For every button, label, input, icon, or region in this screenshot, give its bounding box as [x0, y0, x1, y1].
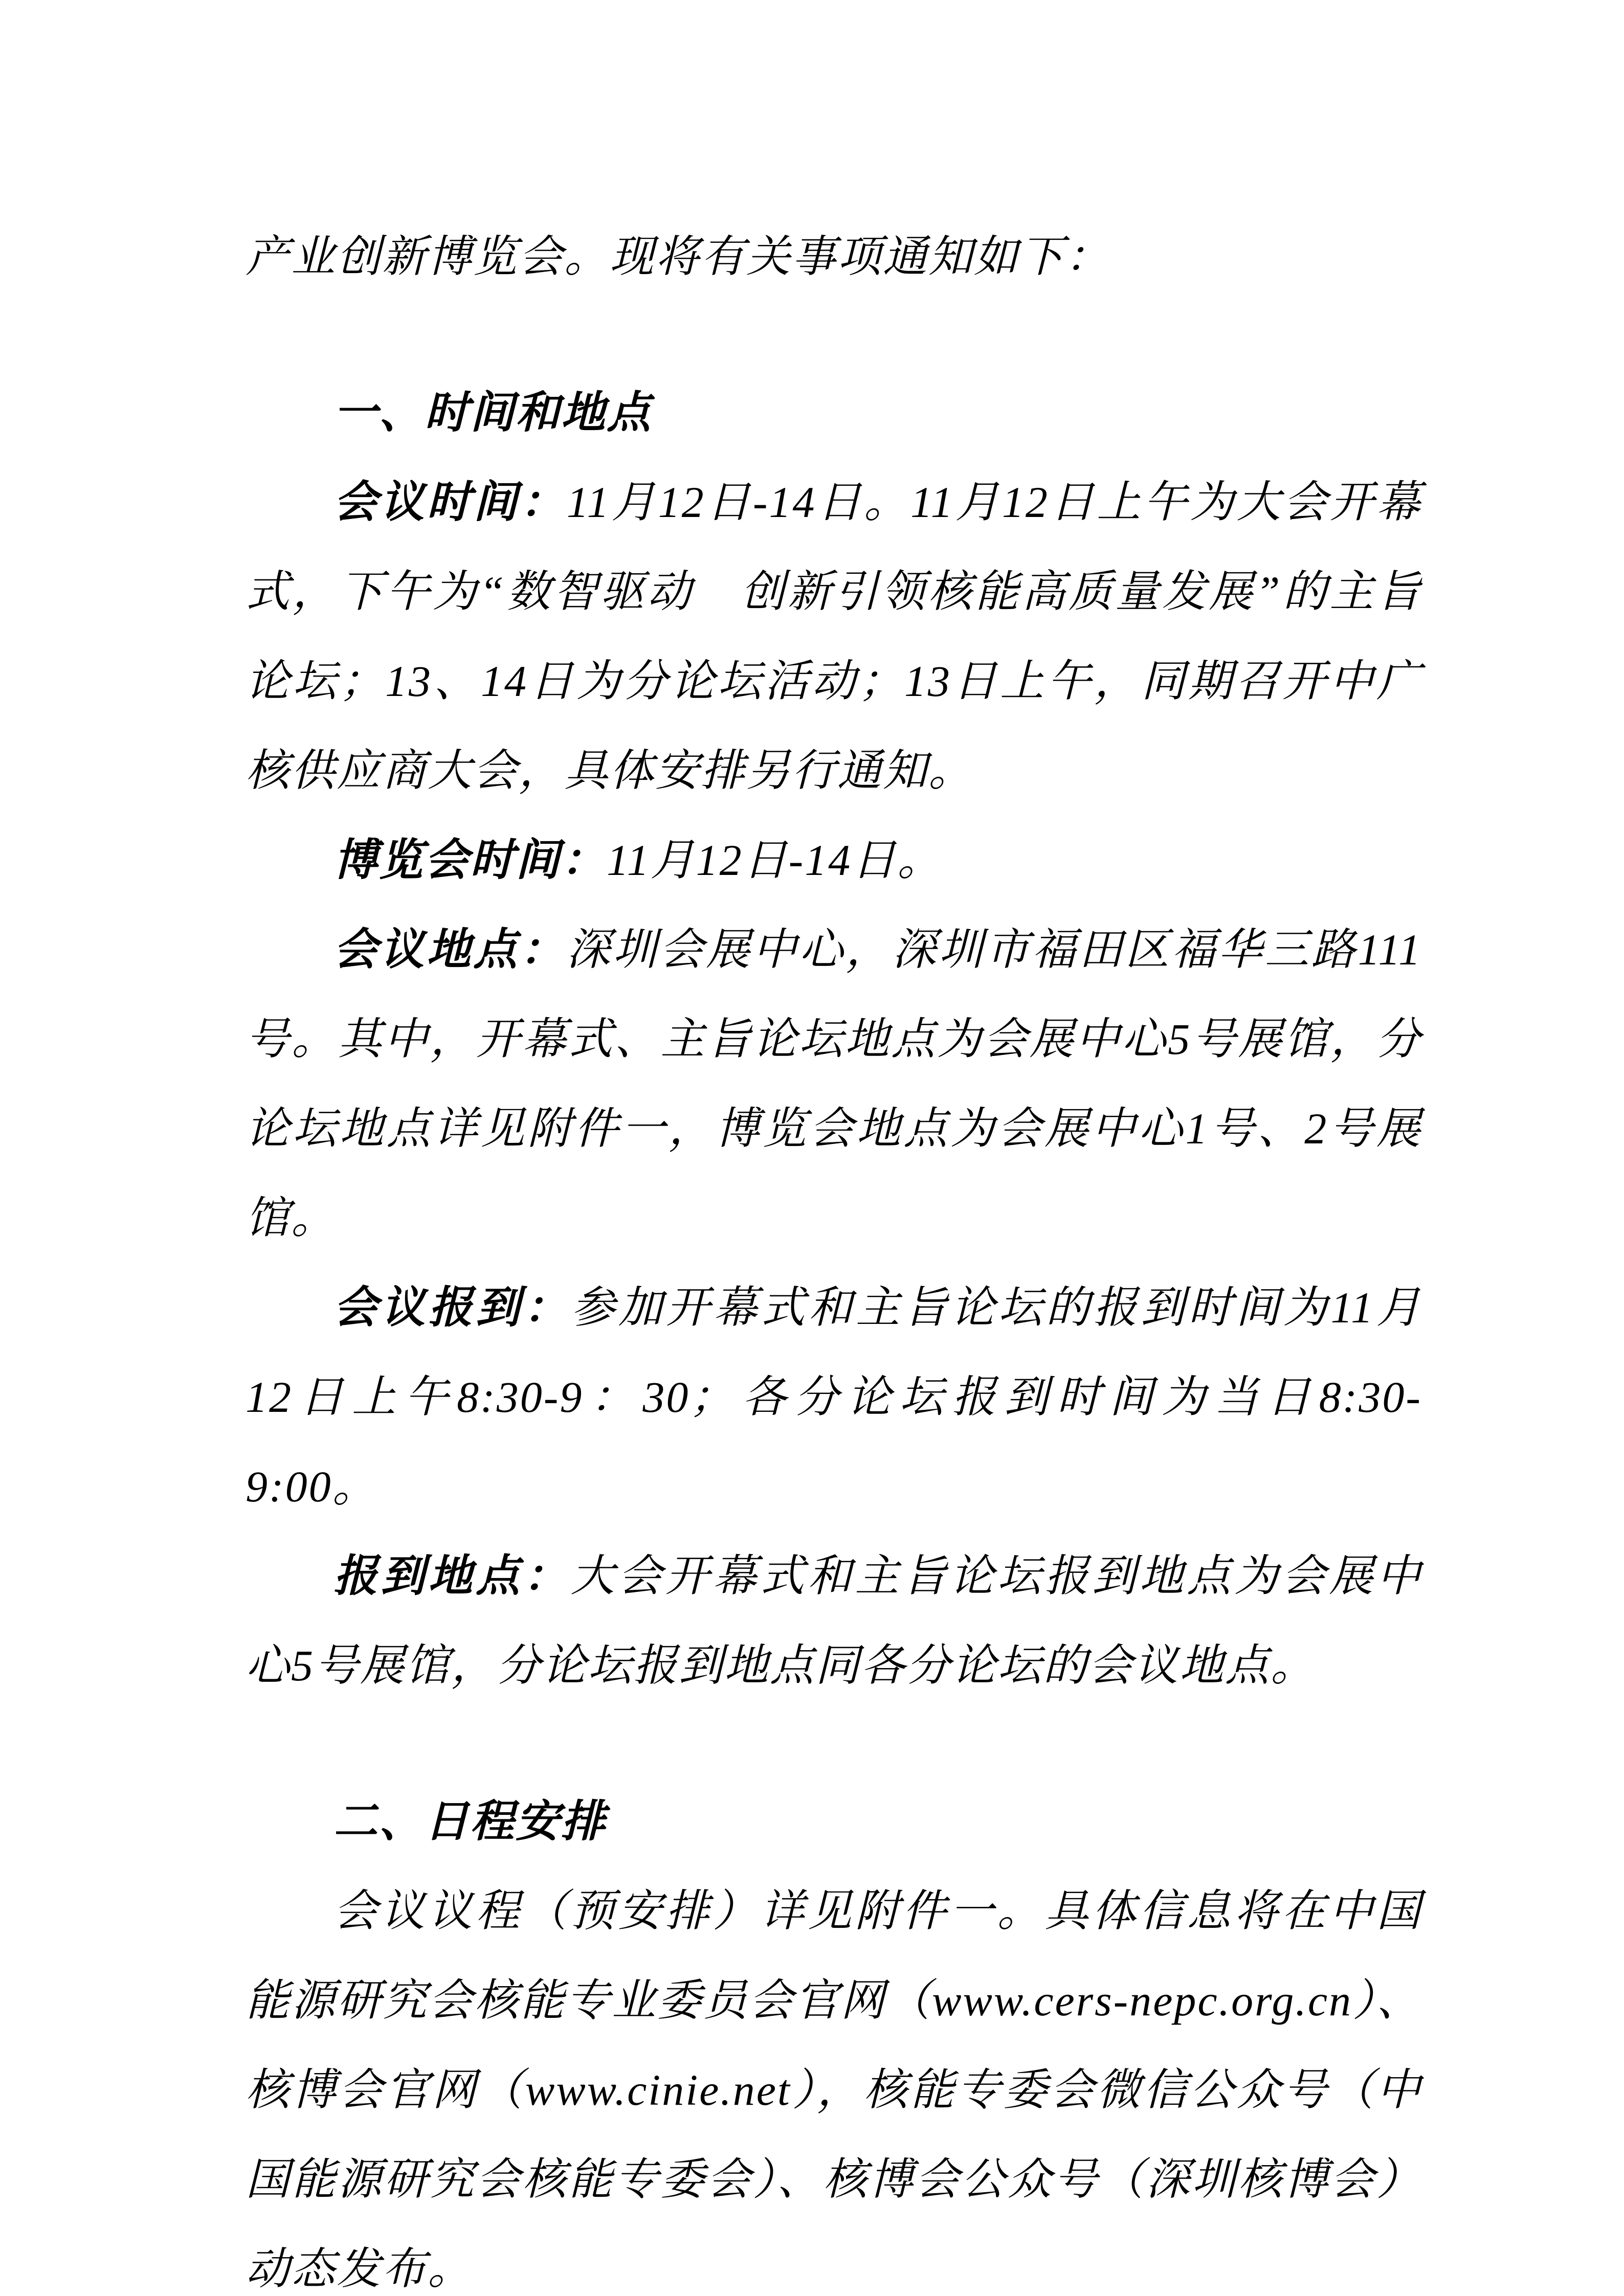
agenda-text: 会议议程（预安排）详见附件一。具体信息将在中国能源研究会核能专业委员会官网（www.cers-nepc.org.cn）、核博会官网（www.cinie.net），核能专委会微信公众号（中国能源研究会核能专委会）、核博会公众号（深圳核博会）动态发布。: [246, 1886, 1422, 2293]
meeting-venue-label: 会议地点：: [333, 925, 567, 974]
document-body: [246, 212, 1422, 2296]
paragraph-registration-time: [246, 1263, 1422, 1532]
paragraph-meeting-time: [246, 458, 1422, 816]
registration-venue-text: 大会开幕式和主旨论坛报到地点为会展中心5号展馆，分论坛报到地点同各分论坛的会议地点。: [246, 1551, 1422, 1690]
registration-time-text: 参加开幕式和主旨论坛的报到时间为11月12日上午8:30-9：30；各分论坛报到时间为当日8:30-9:00。: [246, 1283, 1422, 1511]
paragraph-registration-venue: [246, 1532, 1422, 1710]
meeting-venue-text: 深圳会展中心，深圳市福田区福华三路111号。其中，开幕式、主旨论坛地点为会展中心5号展馆，分论坛地点详见附件一，博览会地点为会展中心1号、2号展馆。: [246, 925, 1422, 1243]
paragraph-expo-time: [246, 816, 1422, 905]
paragraph-agenda: [246, 1866, 1422, 2296]
registration-venue-label: 报到地点：: [333, 1551, 571, 1601]
meeting-time-label: 会议时间：: [333, 478, 567, 527]
registration-time-label: 会议报到：: [333, 1283, 571, 1332]
meeting-time-text: 11月12日-14日。11月12日上午为大会开幕式，下午为“数智驱动 创新引领核能高质量发展”的主旨论坛；13、14日为分论坛活动；13日上午，同期召开中广核供应商大会，具体安排另行通知。: [246, 478, 1422, 795]
paragraph-meeting-venue: [246, 905, 1422, 1263]
expo-time-text: 11月12日-14日。: [607, 836, 943, 885]
expo-time-label: 博览会时间：: [333, 836, 607, 885]
section-heading-time-and-venue: 一、时间和地点: [333, 388, 652, 437]
section-heading-agenda: 二、日程安排: [333, 1797, 607, 1846]
intro-paragraph: 产业创新博览会。现将有关事项通知如下：: [246, 232, 1110, 281]
